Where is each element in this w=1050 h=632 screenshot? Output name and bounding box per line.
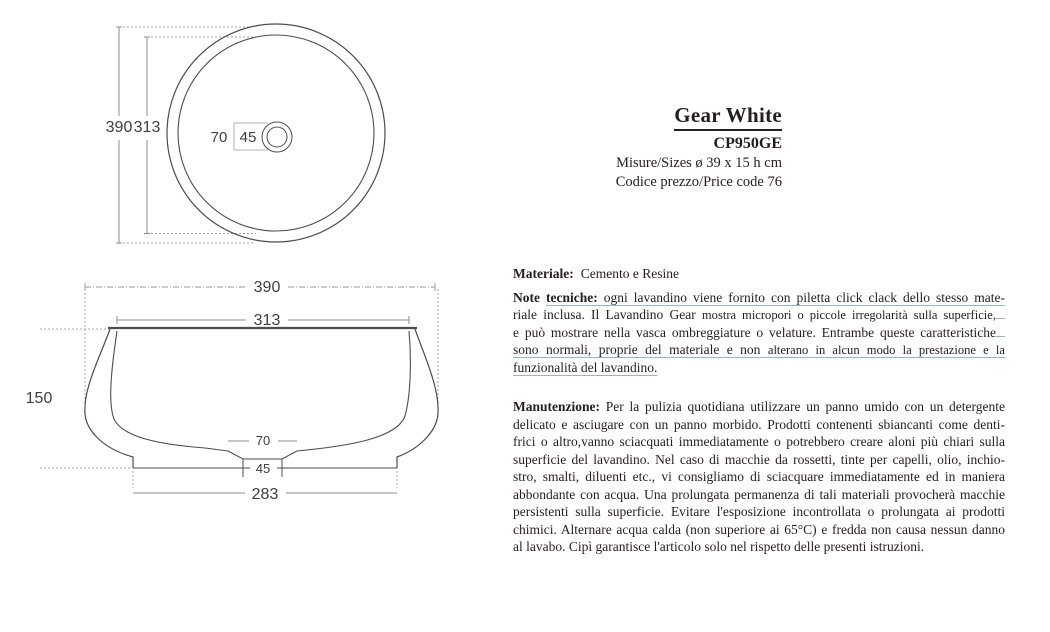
material-label: Materiale: (513, 266, 574, 281)
side-view-dropper-lines (40, 289, 438, 488)
dim-label-top-recess-width: 70 (210, 129, 228, 146)
material-row (513, 265, 1005, 283)
side-view-drawing (26, 279, 438, 503)
top-view-outer-rim (167, 24, 385, 242)
text-line: Note tecniche: ogni lavandino viene fornito con piletta click clack dello stesso mate- (513, 289, 1005, 305)
product-name: Gear White (674, 103, 782, 131)
dim-label-top-drain-diameter: 45 (239, 129, 257, 146)
body-text (513, 265, 1005, 556)
text-line: frici o altro,vanno sciacquati immediatamente o potrebbero creare aloni più chiari sulla (513, 434, 1005, 449)
material-value: Cemento e Resine (580, 266, 679, 281)
text-line: e può mostrare nella vasca ombreggiature o velature. Entrambe queste caratteristiche (513, 324, 1005, 342)
dim-label-side-recess-width: 70 (255, 433, 271, 448)
text-line: funzionalità del lavandino. (513, 359, 658, 375)
dim-label-top-outer-diameter: 390 (105, 119, 133, 136)
dim-label-side-drain-width: 45 (255, 461, 271, 476)
dim-label-side-height: 150 (25, 390, 53, 407)
title-block (500, 103, 782, 191)
maintenance-paragraph (513, 398, 1005, 556)
text-line: chimici. Alternare acqua calda (non superiore ai 65°C) e fredda non causa nessun danno (513, 521, 1005, 537)
dim-label-top-inner-diameter: 313 (133, 119, 161, 136)
underline-tick (996, 307, 1005, 319)
product-size-line: Misure/Sizes ø 39 x 15 h cm (616, 155, 782, 171)
notes-paragraph (513, 289, 1005, 377)
text-line: persistenti sulla superficie. Evitare l'esposizione incontrollata o prolungata ai prodotti (513, 504, 1005, 519)
technical-drawings (0, 0, 470, 632)
text-line: abbondante con acqua. Una prolungata permanenza di tali materiali provocherà macchie (513, 486, 1005, 502)
text-line: al lavabo. Cipì garantisce l'articolo solo nel rispetto delle presenti istruzioni. (513, 539, 925, 554)
text-line: delicato e asciugare con un panno morbido. Prodotti contenenti sbiancanti come denti- (513, 416, 1005, 432)
dim-label-side-base-width: 283 (251, 486, 279, 503)
product-price-line: Codice prezzo/Price code 76 (615, 174, 782, 190)
dim-label-side-inner-width: 313 (253, 312, 281, 329)
product-code: CP950GE (713, 135, 782, 152)
text-line: sono normali, proprie del materiale e non alterano in alcun modo la prestazione e la (513, 342, 1005, 357)
text-line: riale inclusa. Il Lavandino Gear mostra micropori o piccole irregolarità sulla superficie, (513, 306, 1005, 324)
text-line: Manutenzione: Per la pulizia quotidiana utilizzare un panno umido con un detergente (513, 399, 1005, 414)
text-line: superficie del lavandino. Nel caso di macchie da rossetti, tinte per capelli, olio, inchio- (513, 451, 1005, 467)
top-view-drain-inner (267, 127, 287, 147)
text-line: stro, smalti, diluenti etc., vi consigliamo di sciacquare immediatamente ed in maniera (513, 469, 1005, 484)
top-view-drawing (106, 24, 385, 243)
top-view-inner-rim (178, 35, 374, 231)
underline-tick (996, 325, 1005, 337)
dim-label-side-overall-width: 390 (253, 279, 281, 296)
